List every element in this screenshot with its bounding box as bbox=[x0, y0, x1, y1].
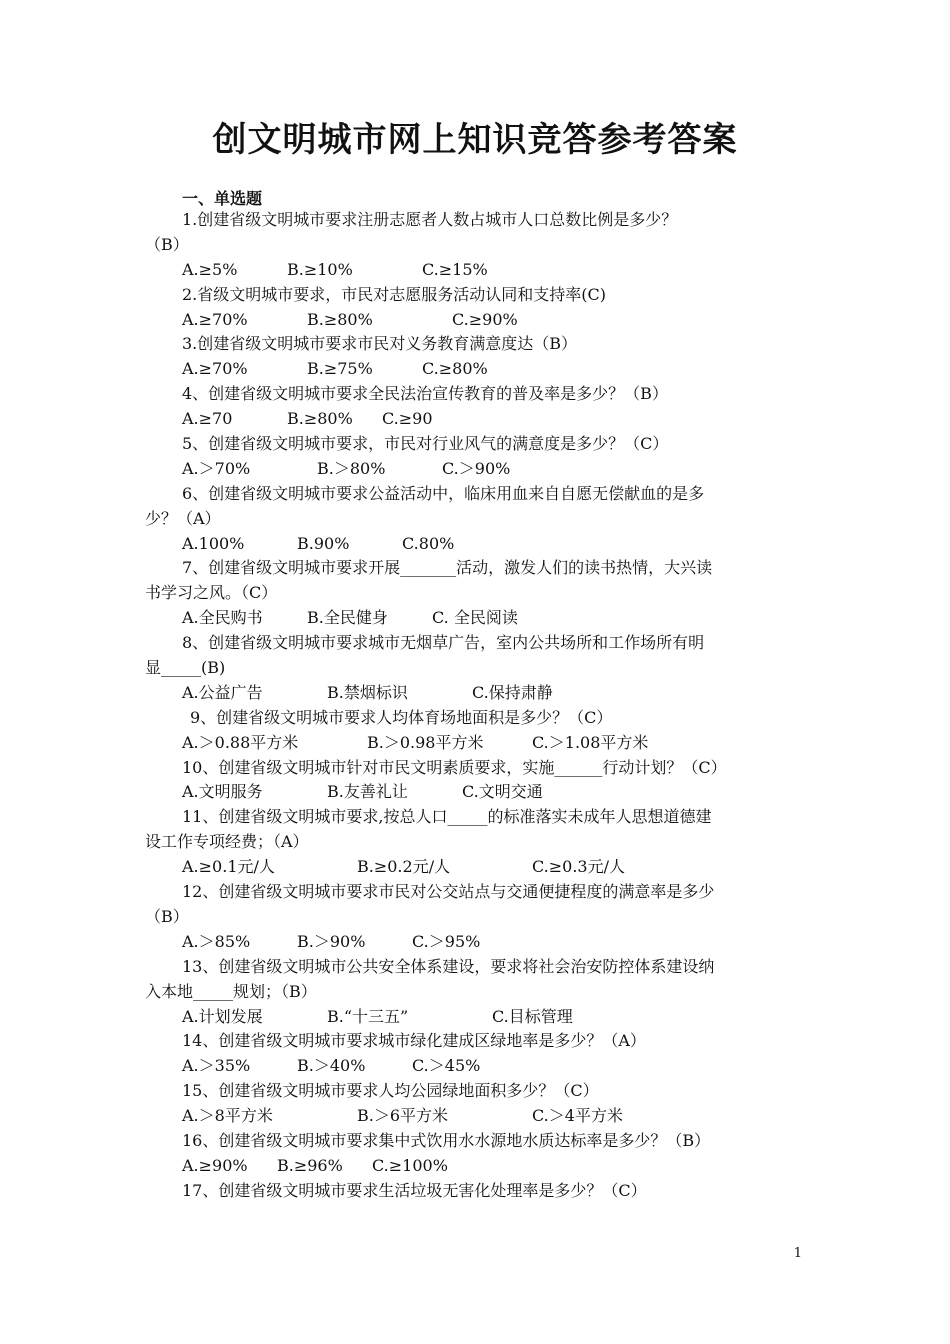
answer-option: C.＞90% bbox=[442, 458, 511, 478]
answer-option: C.＞1.08平方米 bbox=[532, 732, 649, 752]
question-text: 2.省级文明城市要求，市民对志愿服务活动认同和支持率(C) bbox=[182, 284, 606, 304]
answer-option: C.保持肃静 bbox=[472, 682, 553, 702]
question-text-continued: 显_____(B) bbox=[145, 658, 226, 678]
answer-option: A.≥0.1元/人 bbox=[182, 857, 275, 877]
answer-option: B.≥80% bbox=[307, 309, 373, 329]
question-text-continued: 设工作专项经费；（A） bbox=[145, 832, 309, 852]
answer-options bbox=[145, 532, 810, 557]
answer-options bbox=[145, 681, 810, 706]
page-number: 1 bbox=[793, 1246, 802, 1261]
answer-option: C.＞95% bbox=[412, 931, 481, 951]
answer-option: A.≥70 bbox=[182, 409, 233, 429]
answer-option: C.≥15% bbox=[422, 259, 488, 279]
answer-option: B.＞6平方米 bbox=[357, 1106, 449, 1126]
answer-option: B.≥80% bbox=[287, 409, 353, 429]
answer-option: B.“十三五” bbox=[327, 1006, 409, 1026]
answer-option: B.＞90% bbox=[297, 931, 366, 951]
answer-option: B.≥75% bbox=[307, 359, 373, 379]
question-text: 17、创建省级文明城市要求生活垃圾无害化处理率是多少？（C） bbox=[182, 1180, 647, 1200]
answer-option: C.目标管理 bbox=[492, 1006, 573, 1026]
answer-option: B.＞80% bbox=[317, 458, 386, 478]
question-text: 5、创建省级文明城市要求，市民对行业风气的满意度是多少？（C） bbox=[182, 434, 669, 454]
answer-options bbox=[145, 780, 810, 805]
question-text: 11、创建省级文明城市要求,按总人口_____的标准落实未成年人思想道德建 bbox=[182, 807, 712, 827]
answer-option: A.≥70% bbox=[182, 309, 248, 329]
answer-option: B.友善礼让 bbox=[327, 782, 408, 802]
question-text-continued: 入本地_____规划；（B） bbox=[145, 981, 317, 1001]
question-text: 8、创建省级文明城市要求城市无烟草广告，室内公共场所和工作场所有明 bbox=[182, 633, 705, 653]
document-title: 创文明城市网上知识竞答参考答案 bbox=[212, 120, 738, 160]
answer-option: B.＞40% bbox=[297, 1056, 366, 1076]
question-text: 12、创建省级文明城市要求市民对公交站点与交通便捷程度的满意率是多少 bbox=[182, 882, 715, 902]
section-heading: 一、单选题 bbox=[182, 189, 263, 208]
answer-options bbox=[145, 1054, 810, 1079]
answer-option: C.＞4平方米 bbox=[532, 1106, 623, 1126]
answer-option: A.≥5% bbox=[182, 259, 238, 279]
answer-option: B.禁烟标识 bbox=[327, 682, 408, 702]
answer-options bbox=[145, 731, 810, 756]
answer-options bbox=[145, 930, 810, 955]
answer-option: A.公益广告 bbox=[182, 682, 263, 702]
answer-option: A.＞0.88平方米 bbox=[182, 732, 299, 752]
answer-options bbox=[145, 457, 810, 482]
answer-option: A.100% bbox=[182, 533, 245, 553]
answer-option: C. 全民阅读 bbox=[432, 608, 518, 628]
answer-option: C.＞45% bbox=[412, 1056, 481, 1076]
answer-option: A.文明服务 bbox=[182, 782, 263, 802]
question-text: 10、创建省级文明城市针对市民文明素质要求，实施______行动计划？（C） bbox=[182, 757, 727, 777]
answer-option: A.＞35% bbox=[182, 1056, 251, 1076]
answer-option: B.≥10% bbox=[287, 259, 353, 279]
answer-option: B.90% bbox=[297, 533, 350, 553]
question-text: 16、创建省级文明城市要求集中式饮用水水源地水质达标率是多少？（B） bbox=[182, 1130, 711, 1150]
answer-option: B.≥96% bbox=[277, 1155, 343, 1175]
answer-option: B.全民健身 bbox=[307, 608, 388, 628]
answer-options bbox=[145, 407, 810, 432]
question-text: 3.创建省级文明城市要求市民对义务教育满意度达（B） bbox=[182, 334, 578, 354]
answer-options bbox=[145, 308, 810, 333]
question-text-continued: （B） bbox=[145, 234, 189, 254]
question-text: 9、创建省级文明城市要求人均体育场地面积是多少？（C） bbox=[190, 707, 613, 727]
answer-option: A.≥70% bbox=[182, 359, 248, 379]
answer-option: C.≥80% bbox=[422, 359, 488, 379]
question-list bbox=[145, 208, 810, 1204]
answer-options bbox=[145, 606, 810, 631]
answer-options bbox=[145, 1154, 810, 1179]
question-text: 7、创建省级文明城市要求开展_______活动，激发人们的读书热情，大兴读 bbox=[182, 558, 713, 578]
question-text: 4、创建省级文明城市要求全民法治宣传教育的普及率是多少？（B） bbox=[182, 384, 668, 404]
answer-options bbox=[145, 1005, 810, 1030]
answer-option: A.＞70% bbox=[182, 458, 251, 478]
answer-options bbox=[145, 258, 810, 283]
question-text: 13、创建省级文明城市公共安全体系建设，要求将社会治安防控体系建设纳 bbox=[182, 956, 715, 976]
question-text-continued: （B） bbox=[145, 906, 189, 926]
answer-option: C.80% bbox=[402, 533, 455, 553]
question-text: 15、创建省级文明城市要求人均公园绿地面积多少？（C） bbox=[182, 1081, 599, 1101]
answer-option: C.≥90 bbox=[382, 409, 433, 429]
question-text: 1.创建省级文明城市要求注册志愿者人数占城市人口总数比例是多少？ bbox=[182, 210, 678, 229]
question-text: 14、创建省级文明城市要求城市绿化建成区绿地率是多少？（A） bbox=[182, 1031, 646, 1051]
answer-option: B.≥0.2元/人 bbox=[357, 857, 451, 877]
answer-option: A.≥90% bbox=[182, 1155, 248, 1175]
question-text: 6、创建省级文明城市要求公益活动中，临床用血来自自愿无偿献血的是多 bbox=[182, 483, 705, 503]
answer-option: A.计划发展 bbox=[182, 1006, 263, 1026]
answer-option: C.≥0.3元/人 bbox=[532, 857, 626, 877]
answer-options bbox=[145, 357, 810, 382]
answer-option: A.全民购书 bbox=[182, 608, 263, 628]
answer-option: C.≥100% bbox=[372, 1155, 448, 1175]
answer-options bbox=[145, 855, 810, 880]
question-text-continued: 少？（A） bbox=[145, 508, 221, 528]
answer-option: C.文明交通 bbox=[462, 782, 543, 802]
answer-option: A.＞85% bbox=[182, 931, 251, 951]
answer-option: B.＞0.98平方米 bbox=[367, 732, 484, 752]
answer-option: C.≥90% bbox=[452, 309, 518, 329]
answer-options bbox=[145, 1104, 810, 1129]
answer-option: A.＞8平方米 bbox=[182, 1106, 273, 1126]
question-text-continued: 书学习之风。（C） bbox=[145, 583, 278, 603]
